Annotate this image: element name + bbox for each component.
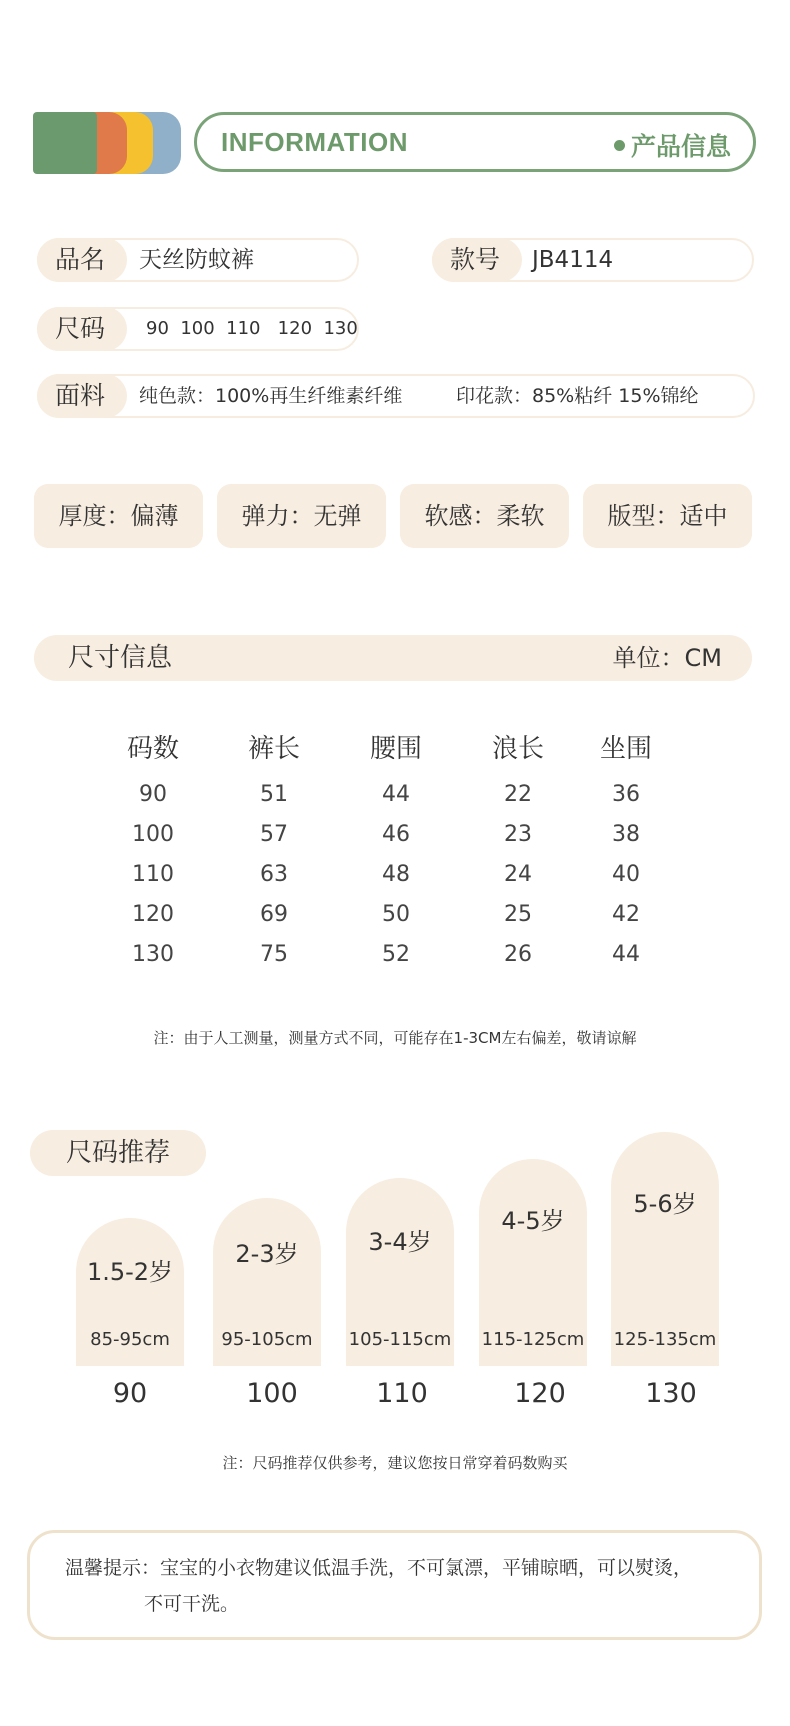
cell: 51 — [260, 782, 288, 807]
cell: 44 — [612, 942, 640, 967]
information-title: INFORMATION — [221, 127, 408, 157]
age-label: 2-3岁 — [235, 1240, 299, 1268]
age-label: 1.5-2岁 — [86, 1258, 174, 1286]
recommend-size: 90 — [112, 1378, 148, 1409]
header-rise: 浪长 — [491, 734, 544, 764]
recommend-card-130 — [611, 1132, 719, 1366]
cell: 57 — [260, 822, 288, 847]
model-field — [432, 238, 754, 282]
table-row — [0, 942, 790, 970]
fabric-value-solid: 纯色款：100%再生纤维素纤维 — [139, 385, 403, 407]
cell: 26 — [504, 942, 532, 967]
name-value: 天丝防蚊裤 — [139, 247, 254, 273]
care-tip-box — [27, 1530, 762, 1640]
measurement-note: 注：由于人工测量，测量方式不同，可能存在1-3CM左右偏差，敬请谅解 — [153, 1029, 637, 1047]
header-size: 码数 — [126, 734, 179, 764]
attr-elasticity: 弹力：无弹 — [217, 484, 386, 548]
cell: 36 — [612, 782, 640, 807]
cell: 25 — [504, 902, 532, 927]
attr-thickness: 厚度：偏薄 — [34, 484, 203, 548]
model-value: JB4114 — [532, 247, 614, 273]
recommend-size: 130 — [645, 1378, 697, 1409]
cell: 48 — [382, 862, 410, 887]
cell: 44 — [382, 782, 410, 807]
age-label: 5-6岁 — [633, 1190, 697, 1218]
header-hip: 坐围 — [599, 734, 652, 764]
attr-softness: 软感：柔软 — [400, 484, 569, 548]
size-field — [37, 307, 359, 351]
recommend-note: 注：尺码推荐仅供参考，建议您按日常穿着码数购买 — [222, 1454, 568, 1472]
cell: 130 — [132, 942, 174, 967]
unit-label: 单位：CM — [612, 644, 722, 672]
recommend-card-100 — [213, 1198, 321, 1366]
name-field — [37, 238, 359, 282]
height-range: 95-105cm — [221, 1329, 313, 1350]
header-length: 裤长 — [247, 734, 300, 764]
size-info-bar — [34, 635, 752, 681]
recommend-size: 120 — [514, 1378, 566, 1409]
header-waist: 腰围 — [369, 734, 422, 764]
cell: 22 — [504, 782, 532, 807]
cell: 24 — [504, 862, 532, 887]
brand-logo — [33, 112, 181, 174]
height-range: 115-125cm — [481, 1329, 585, 1350]
height-range: 105-115cm — [348, 1329, 452, 1350]
product-info-label: 产品信息 — [630, 132, 731, 161]
product-info-title — [614, 127, 731, 163]
age-label: 4-5岁 — [501, 1207, 565, 1235]
bullet-dot-icon — [614, 140, 625, 151]
cell: 75 — [260, 942, 288, 967]
cell: 90 — [139, 782, 167, 807]
fabric-value-print: 印花款：85%粘纤 15%锦纶 — [456, 385, 699, 407]
care-tip-line1: 温馨提示：宝宝的小衣物建议低温手洗，不可氯漂，平铺晾晒，可以熨烫， — [65, 1557, 693, 1579]
table-row — [0, 862, 790, 890]
cell: 42 — [612, 902, 640, 927]
information-banner — [194, 112, 756, 172]
recommend-card-90 — [76, 1218, 184, 1366]
size-info-title: 尺寸信息 — [68, 643, 173, 673]
cell: 50 — [382, 902, 410, 927]
cell: 38 — [612, 822, 640, 847]
table-row — [0, 782, 790, 810]
cell: 40 — [612, 862, 640, 887]
name-label: 品名 — [37, 238, 127, 282]
cell: 69 — [260, 902, 288, 927]
cell: 23 — [504, 822, 532, 847]
cell: 46 — [382, 822, 410, 847]
fabric-label: 面料 — [37, 374, 127, 418]
size-label: 尺码 — [37, 307, 127, 351]
model-label: 款号 — [432, 238, 522, 282]
height-range: 85-95cm — [90, 1329, 170, 1350]
cell: 110 — [132, 862, 174, 887]
recommend-size: 110 — [376, 1378, 428, 1409]
recommend-card-110 — [346, 1178, 454, 1366]
age-label: 3-4岁 — [368, 1228, 432, 1256]
cell: 52 — [382, 942, 410, 967]
care-tip-line2: 不可干洗。 — [144, 1593, 240, 1615]
size-recommend-title: 尺码推荐 — [30, 1130, 206, 1176]
recommend-size: 100 — [246, 1378, 298, 1409]
fabric-field — [37, 374, 755, 418]
cell: 120 — [132, 902, 174, 927]
attr-fit: 版型：适中 — [583, 484, 752, 548]
cell: 100 — [132, 822, 174, 847]
size-value: 90 100 110 120 130 — [146, 318, 358, 339]
table-row — [0, 902, 790, 930]
height-range: 125-135cm — [613, 1329, 717, 1350]
recommend-card-120 — [479, 1159, 587, 1366]
cell: 63 — [260, 862, 288, 887]
size-table-header — [0, 728, 790, 762]
table-row — [0, 822, 790, 850]
